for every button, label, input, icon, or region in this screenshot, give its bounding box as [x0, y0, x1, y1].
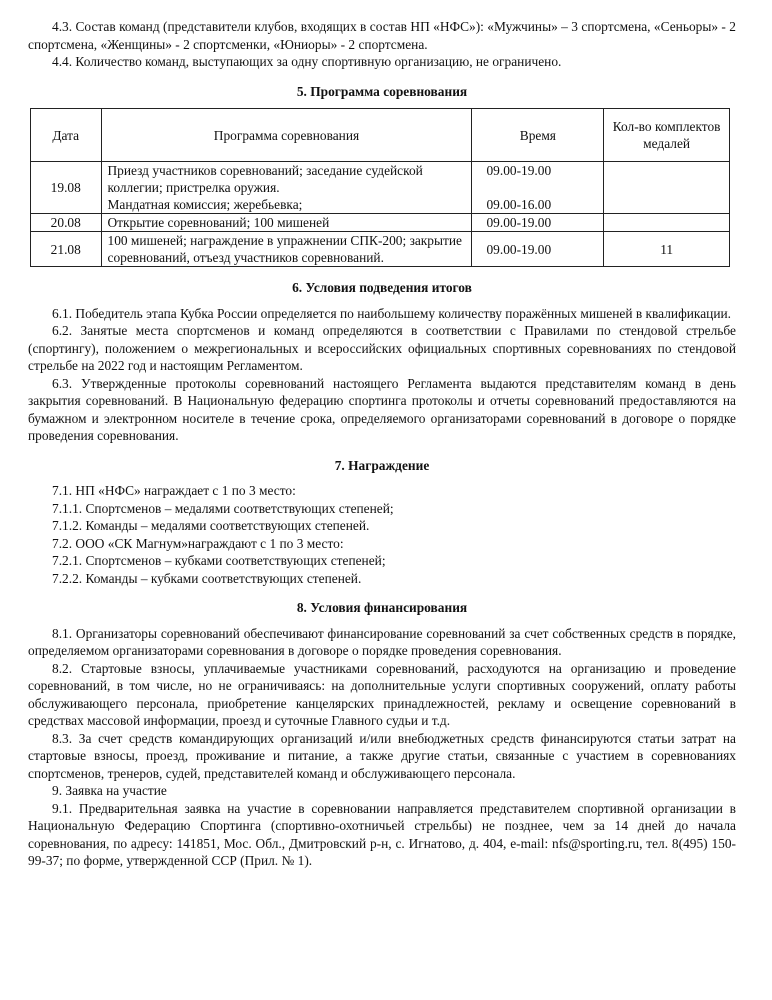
row-time-line: 09.00-19.00	[486, 163, 552, 178]
row-date: 21.08	[31, 232, 102, 267]
row-medals: 11	[604, 232, 730, 267]
header-medals: Кол-во комплектов медалей	[604, 109, 730, 162]
section-5-heading: 5. Программа соревнования	[296, 83, 468, 99]
paragraph-7-2: 7.2. ООО «СК Магнум»награждают с 1 по 3 место:	[52, 535, 344, 551]
row-date: 19.08	[31, 162, 102, 214]
row-time: 09.00-19.00	[472, 214, 604, 232]
row-medals	[604, 214, 730, 232]
header-time: Время	[472, 109, 604, 162]
row-program-line: Приезд участников соревнований; заседание судейской коллегии; пристрелка оружия.	[107, 163, 423, 195]
table-row	[31, 162, 730, 214]
paragraph-4-4: 4.4. Количество команд, выступающих за одну спортивную организацию, не ограничено.	[52, 54, 562, 69]
section-8-heading: 8. Условия финансирования	[296, 600, 468, 615]
section-6-heading: 6. Условия подведения итогов	[292, 280, 472, 295]
paragraph-7-2-2: 7.2.2. Команды – кубками соответствующих степеней.	[52, 570, 362, 586]
table-header-row	[31, 109, 730, 162]
row-program: Открытие соревнований; 100 мишеней	[101, 214, 472, 232]
paragraph-6-2: 6.2. Занятые места спортсменов и команд определяются в соответствии с Правилами по стендовой стрельбе (спортингу), положением о межрегиональных и всероссийских официальных спортивных соревнованиях по стендовой стрельбе на 2022 год и настоящим Регламентом.	[28, 323, 736, 373]
paragraph-7-1: 7.1. НП «НФС» награждает с 1 по 3 место:	[52, 483, 296, 498]
row-program-line: Мандатная комиссия; жеребьевка;	[107, 197, 303, 212]
paragraph-8-2: 8.2. Стартовые взносы, уплачиваемые участниками соревнований, расходуются на организацию и проведение соревнований, в том числе, но не ограничиваясь: на дополнительные услуги спортивных сооружений, оплату работы обслуживающего персонала, приобретение канцелярских принадлежностей, рекламу и освещение соревнований в средствах массовой информации, проезд и суточные Главного судьи и т.д.	[28, 660, 736, 728]
row-time	[472, 162, 604, 214]
program-table	[30, 108, 730, 267]
table-row	[31, 214, 730, 232]
row-time: 09.00-19.00	[472, 232, 604, 267]
paragraph-7-2-1: 7.2.1. Спортсменов – кубками соответствующих степеней;	[52, 553, 386, 568]
row-time-line: 09.00-16.00	[486, 197, 552, 212]
paragraph-6-1: 6.1. Победитель этапа Кубка России определяется по наибольшему количеству поражённых мишеней в квалификации.	[52, 305, 732, 321]
paragraph-8-1: 8.1. Организаторы соревнований обеспечивают финансирование соревнований за счет собственных средств в порядке, определяемом организаторами соревнования в договоре о порядке проведения соревнования.	[28, 625, 736, 658]
row-date: 20.08	[31, 214, 102, 232]
header-date: Дата	[31, 109, 102, 162]
paragraph-4-3: 4.3. Состав команд (представители клубов, входящих в состав НП «НФС»): «Мужчины» – 3 спортсмена, «Сеньоры» - 2 спортсмена, «Женщины» - 2 спортсменки, «Юниоры» - 2 спортсмена.	[28, 19, 736, 52]
paragraph-9: 9. Заявка на участие	[52, 783, 167, 798]
paragraph-8-3: 8.3. За счет средств командирующих организаций и/или внебюджетных средств финансируются статьи затрат на стартовые взносы, проезд, проживание и питание, а также другие статьи, связанные с участием в соревнованиях спортсменов, тренеров, судей, представителей команд и обслуживающего персонала.	[28, 730, 736, 781]
row-program: 100 мишеней; награждение в упражнении СПК-200; закрытие соревнований, отъезд участников соревнований.	[101, 232, 472, 267]
header-program: Программа соревнования	[101, 109, 472, 162]
paragraph-6-3: 6.3. Утвержденные протоколы соревнований настоящего Регламента выдаются представителям команд в день закрытия соревнований. В Национальную федерацию спортинга протоколы и отчеты соревнований предоставляются на бумажном и электронном носителе в течение срока, определяемого организаторами соревнований в договоре о порядке проведения соревнования.	[28, 375, 736, 443]
row-program	[101, 162, 472, 214]
paragraph-7-1-2: 7.1.2. Команды – медалями соответствующих степеней.	[52, 518, 370, 533]
section-7-heading: 7. Награждение	[334, 457, 430, 473]
paragraph-9-1: 9.1. Предварительная заявка на участие в соревновании направляется представителем спортивной организации в Национальную Федерацию Спортинга (спортивно-охотничьей стрельбы) не позднее, чем за 14 дней до начала соревнования, по адресу: 141851, Мос. Обл., Дмитровский р-н, с. Игнатово, д. 404, e-mail: nfs@sporting.ru, тел. 8(495) 150-99-37; по форме, утвержденной ССР (Прил. № 1).	[28, 800, 736, 868]
row-medals	[604, 162, 730, 214]
table-row	[31, 232, 730, 267]
paragraph-7-1-1: 7.1.1. Спортсменов – медалями соответствующих степеней;	[52, 500, 394, 516]
